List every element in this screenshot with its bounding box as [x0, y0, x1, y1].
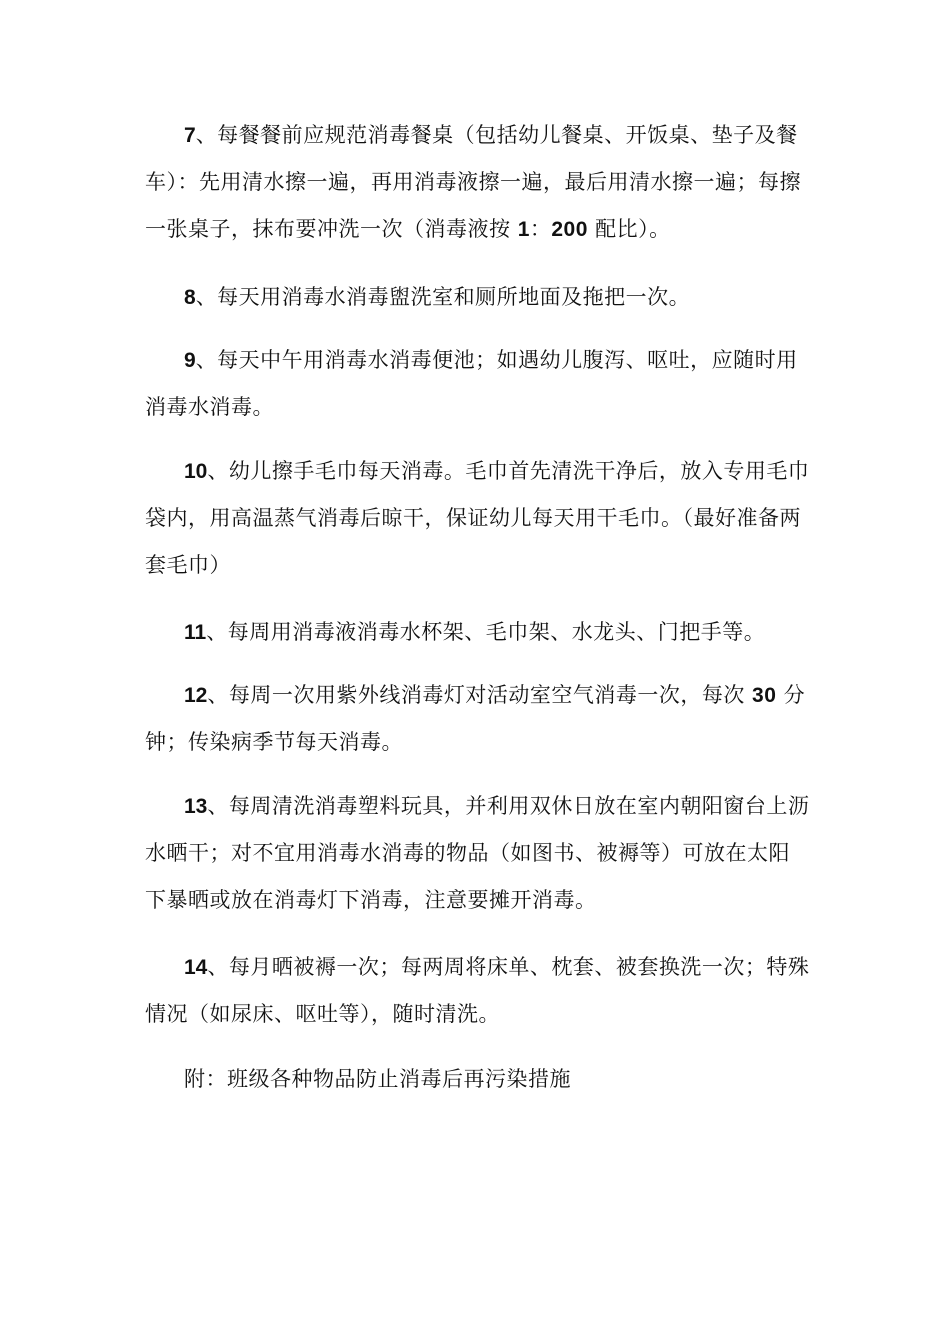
- paragraph-12: [145, 672, 810, 766]
- item-number: 14: [184, 956, 208, 979]
- paragraph-9: [145, 337, 810, 431]
- item-text-end: 配比）。: [587, 217, 671, 241]
- ratio-value-200: 200: [551, 218, 588, 241]
- item-text: 、每餐餐前应规范消毒餐桌（包括幼儿餐桌、开饭桌、垫子及餐车）：先用清水擦一遍，再用消毒液擦一遍，最后用清水擦一遍；每擦一张桌子，抹布要冲洗一次（消毒液按: [145, 123, 801, 241]
- item-number: 8: [184, 286, 196, 309]
- item-number: 12: [184, 684, 208, 707]
- item-number: 10: [184, 460, 208, 483]
- item-number: 9: [184, 349, 196, 372]
- item-number: 7: [184, 124, 196, 147]
- item-number: 11: [184, 621, 207, 644]
- duration-value: 30: [752, 684, 777, 707]
- appendix-line: [145, 1056, 810, 1103]
- ratio-value-1: 1: [517, 218, 530, 241]
- item-text: 、每周一次用紫外线消毒灯对活动室空气消毒一次，每次: [207, 683, 753, 707]
- item-text: 、每月晒被褥一次；每两周将床单、枕套、被套换洗一次；特殊情况（如尿床、呕吐等），随时清洗。: [145, 955, 810, 1026]
- paragraph-14: [145, 944, 810, 1038]
- appendix-text: 附：班级各种物品防止消毒后再污染措施: [184, 1067, 571, 1091]
- item-text: 、幼儿擦手毛巾每天消毒。毛巾首先清洗干净后，放入专用毛巾袋内，用高温蒸气消毒后晾干，保证幼儿每天用干毛巾。（最好准备两套毛巾）: [145, 459, 810, 577]
- paragraph-7: [145, 112, 810, 253]
- item-text-end: 分钟；传染病季节每天消毒。: [145, 683, 806, 754]
- item-text: 、每周用消毒液消毒水杯架、毛巾架、水龙头、门把手等。: [206, 620, 766, 644]
- paragraph-11: [145, 609, 810, 656]
- item-text: 、每天中午用消毒水消毒便池；如遇幼儿腹泻、呕吐，应随时用消毒水消毒。: [145, 348, 798, 419]
- paragraph-13: [145, 783, 810, 924]
- item-text: 、每周清洗消毒塑料玩具，并利用双休日放在室内朝阳窗台上沥水晒干；对不宜用消毒水消毒的物品（如图书、被褥等）可放在太阳下暴晒或放在消毒灯下消毒，注意要摊开消毒。: [145, 794, 810, 912]
- item-text: 、每天用消毒水消毒盥洗室和厕所地面及拖把一次。: [195, 285, 691, 309]
- item-number: 13: [184, 795, 208, 818]
- paragraph-10: [145, 448, 810, 589]
- ratio-separator: ：: [529, 217, 552, 241]
- paragraph-8: [145, 274, 810, 321]
